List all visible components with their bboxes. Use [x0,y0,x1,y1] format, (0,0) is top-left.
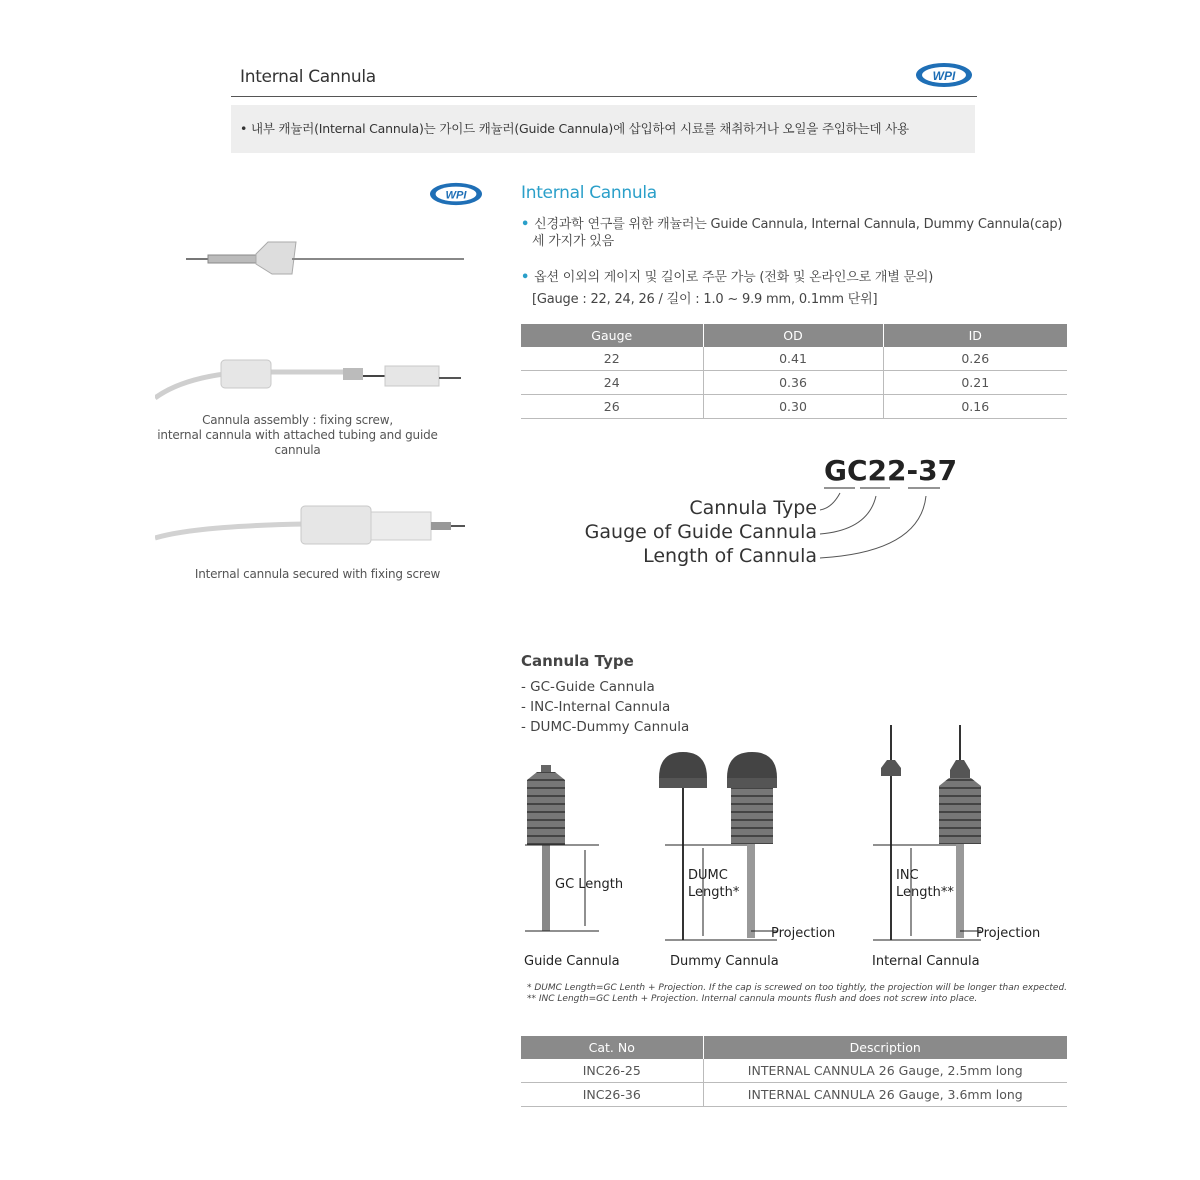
gc-length-label: GC Length [555,877,624,892]
dummy-cap-assembled [727,752,777,778]
inc-length-label: INC [896,868,919,883]
table-cell: 0.41 [703,347,883,371]
table-row [521,1083,1067,1107]
guide-thread [527,772,565,845]
order-header: Description [703,1036,1067,1059]
table-row [521,1059,1067,1083]
cannula-type-item: - DUMC-Dummy Cannula [521,719,690,735]
footnote-2: ** INC Length=GC Lenth + Projection. Internal cannula mounts flush and does not screw into place. [527,994,978,1004]
wpi-logo [915,61,973,89]
table-cell: 0.30 [703,395,883,419]
intro-text: • 내부 캐뉼러(Internal Cannula)는 가이드 캐뉼러(Guide Cannula)에 삽입하여 시료를 채취하거나 오일을 주입하는데 사용 [240,121,909,136]
order-header-row [521,1036,1067,1059]
table-cell: 0.16 [883,395,1067,419]
order-header: Cat. No [521,1036,703,1059]
table-cell: 0.26 [883,347,1067,371]
guide-cannula-label: Guide Cannula [524,954,620,969]
table-cell: 0.21 [883,371,1067,395]
cannula-schematic [515,720,1060,975]
header-divider [231,96,977,97]
dummy-cap [659,752,707,778]
table-row [521,371,1067,395]
spec-table [521,324,1067,419]
table-cell: 22 [521,347,703,371]
cat-no-cell: INC26-25 [521,1059,703,1083]
internal-hub [881,760,901,776]
cannula-type-label: Cannula Type [689,497,817,519]
bullet-dot: • [521,217,530,232]
internal-cannula-photo [180,232,470,282]
spec-header: ID [883,324,1067,347]
cat-no-cell: INC26-36 [521,1083,703,1107]
dumc-length-label: DUMC [688,868,728,883]
footnote-1: * DUMC Length=GC Lenth + Projection. If the cap is screwed on too tightly, the projection will be longer than expected. [527,983,1068,993]
spec-header-row [521,324,1067,347]
cannula-type-item: - GC-Guide Cannula [521,679,655,695]
svg-text:WPI: WPI [932,69,956,83]
caption-line: internal cannula with attached tubing and guide cannula [157,428,438,457]
internal-cannula-label: Internal Cannula [872,954,980,969]
dumc-length-label: Length* [688,885,740,900]
dummy-cannula-label: Dummy Cannula [670,954,779,969]
page-title: Internal Cannula [240,67,376,87]
inc-length-label: Length** [896,885,954,900]
cannula-type-title: Cannula Type [521,652,634,670]
assembly-photo [155,346,465,406]
projection-label: Projection [771,926,836,941]
spec-header: Gauge [521,324,703,347]
order-table [521,1036,1067,1107]
code-text: GC22-37 [824,454,958,487]
code-diagram [580,448,970,573]
table-row [521,395,1067,419]
bullet-dot: • [521,270,530,285]
table-cell: 0.36 [703,371,883,395]
bullet-1-text: 신경과학 연구를 위한 캐뉼러는 Guide Cannula, Internal Cannula, Dummy Cannula(cap) [534,217,1063,232]
secured-cannula-photo [155,500,465,550]
bullet-2-text: 옵션 이외의 게이지 및 길이로 주문 가능 (전화 및 온라인으로 개별 문의) [534,270,934,285]
guide-shaft [542,845,550,931]
bullet-1-text2: 세 가지가 있음 [532,234,615,249]
bullet-2 [521,269,933,308]
length-label: Length of Cannula [643,545,817,567]
photo-caption-2: Internal cannula secured with fixing screw [194,567,441,581]
bullet-2-text2: [Gauge : 22, 24, 26 / 길이 : 1.0 ~ 9.9 mm, 0.1mm 단위] [532,292,878,307]
cannula-type-item: - INC-Internal Cannula [521,699,671,715]
caption-line: Cannula assembly : fixing screw, [202,413,393,427]
gauge-label: Gauge of Guide Cannula [584,521,817,543]
photo-caption-1 [140,413,455,458]
description-cell: INTERNAL CANNULA 26 Gauge, 3.6mm long [703,1083,1067,1107]
product-title: Internal Cannula [521,183,657,203]
description-cell: INTERNAL CANNULA 26 Gauge, 2.5mm long [703,1059,1067,1083]
svg-text:WPI: WPI [445,189,467,202]
table-row [521,347,1067,371]
spec-header: OD [703,324,883,347]
projection-label: Projection [976,926,1041,941]
bullet-1 [521,216,1062,250]
table-cell: 24 [521,371,703,395]
table-cell: 26 [521,395,703,419]
wpi-logo-small [428,181,484,207]
